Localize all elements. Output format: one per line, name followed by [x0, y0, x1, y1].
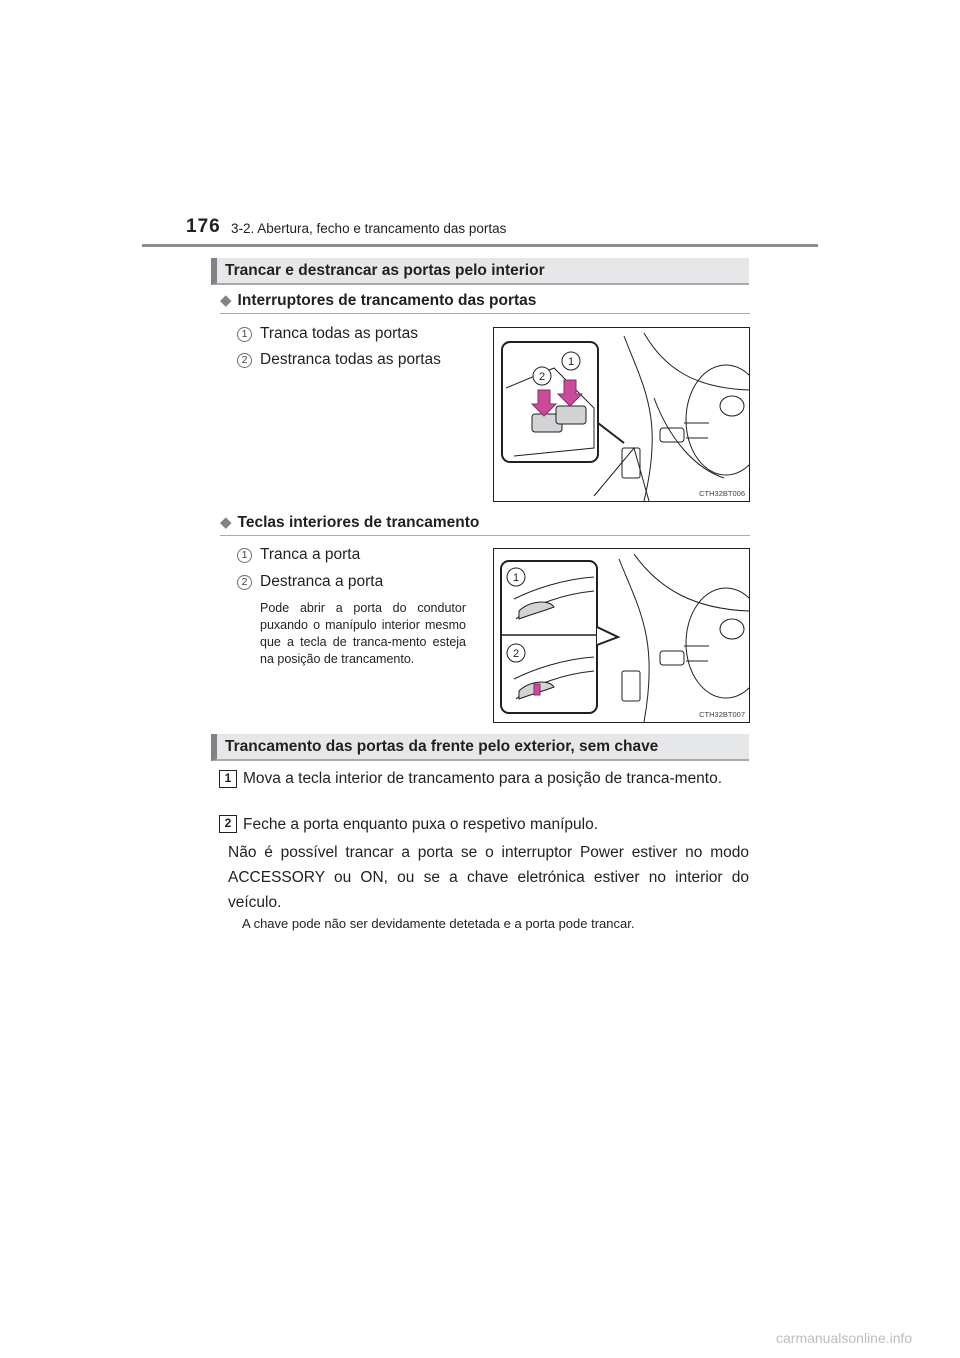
item-number-circle: 1	[237, 327, 252, 342]
step-number-box: 2	[219, 815, 237, 833]
subheading-lock-switches	[220, 291, 750, 310]
note-driver-door: Pode abrir a porta do condutor puxando o manípulo interior mesmo que a tecla de tranca-mento esteja na posição de trancamento.	[260, 601, 466, 666]
subheading-rule	[220, 535, 750, 536]
note-key-detection: A chave pode não ser devidamente detetada e a porta pode trancar.	[242, 916, 635, 931]
item-lock-door: Tranca a porta	[260, 546, 361, 563]
subheading-interior-lock-buttons-text: Teclas interiores de trancamento	[237, 514, 480, 531]
figure-callout-2: 2	[512, 648, 520, 660]
figure-code: CTH32BT006	[699, 489, 745, 498]
item-number-circle: 2	[237, 353, 252, 368]
chapter-title: 3-2. Abertura, fecho e trancamento das portas	[231, 221, 507, 236]
section-heading-interior: Trancar e destrancar as portas pelo interior	[211, 258, 749, 285]
figure-code: CTH32BT007	[699, 710, 745, 719]
item-number-circle: 2	[237, 575, 252, 590]
figure-callout-2: 2	[538, 371, 546, 383]
lock-switch-illustration	[494, 328, 749, 501]
figure-interior-lock-buttons	[493, 548, 750, 723]
header-rule	[142, 244, 818, 247]
step-move-lock-button: Mova a tecla interior de trancamento para a posição de tranca-mento.	[243, 770, 723, 787]
subheading-rule	[220, 313, 750, 314]
figure-callout-1: 1	[512, 572, 520, 584]
subheading-lock-switches-text: Interruptores de trancamento das portas	[237, 292, 537, 309]
interior-lock-illustration	[494, 549, 749, 722]
item-unlock-all: Destranca todas as portas	[260, 351, 441, 368]
step-close-door: Feche a porta enquanto puxa o respetivo manípulo.	[243, 816, 599, 833]
item-number-circle: 1	[237, 548, 252, 563]
figure-lock-switches	[493, 327, 750, 502]
paragraph-power-mode: Não é possível trancar a porta se o interruptor Power estiver no modo ACCESSORY ou ON, ou se a chave eletrónica estiver no interior do veículo.	[228, 844, 749, 911]
subheading-interior-lock-buttons	[220, 513, 750, 532]
figure-callout-1: 1	[567, 356, 575, 368]
step-number-box: 1	[219, 770, 237, 788]
page-number: 176	[186, 216, 221, 237]
diamond-bullet-icon: ◆	[220, 292, 232, 309]
watermark: carmanualsonline.info	[776, 1330, 913, 1346]
item-lock-all: Tranca todas as portas	[260, 325, 418, 342]
item-unlock-door: Destranca a porta	[260, 573, 384, 590]
diamond-bullet-icon: ◆	[220, 514, 232, 531]
section-heading-exterior: Trancamento das portas da frente pelo exterior, sem chave	[211, 734, 749, 761]
